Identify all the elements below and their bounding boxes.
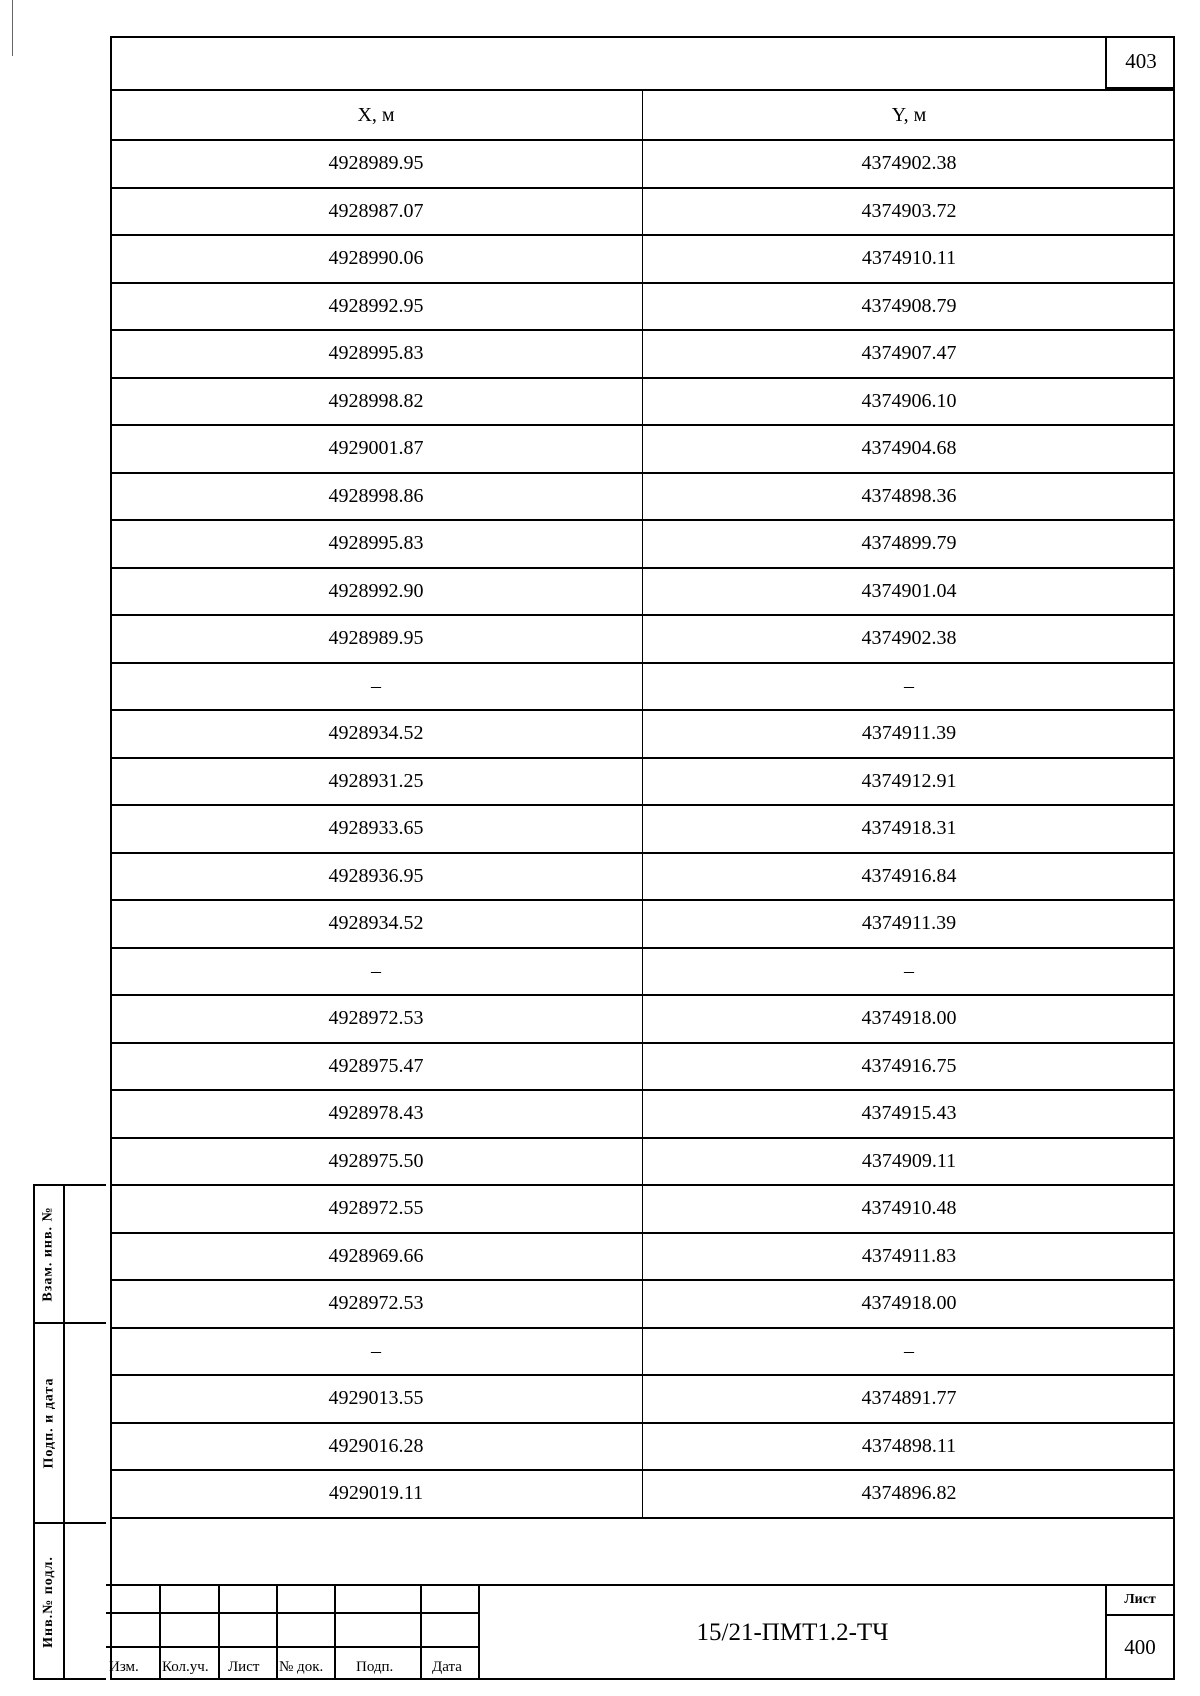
side-field-sign-date — [35, 1324, 106, 1524]
table-row — [110, 189, 1175, 237]
cell-x: 4928992.95 — [110, 284, 643, 330]
cell-y: 4374906.10 — [861, 389, 957, 412]
cell-x: 4928933.65 — [110, 806, 643, 852]
title-block — [106, 1584, 1175, 1680]
cell-x: 4928969.66 — [110, 1234, 643, 1280]
cell-x: 4928975.47 — [110, 1044, 643, 1090]
cell-y: 4374915.43 — [861, 1102, 957, 1125]
cell-x: 4928989.95 — [110, 141, 643, 187]
header-y: Y, м — [891, 103, 927, 126]
table-row — [110, 1471, 1175, 1519]
side-field-original-inv — [35, 1524, 106, 1680]
sheet-label: Лист — [1107, 1586, 1173, 1616]
table-row — [110, 949, 1175, 997]
cell-x: 4928992.90 — [110, 569, 643, 615]
cell-x: 4928934.52 — [110, 711, 643, 757]
table-row — [110, 1376, 1175, 1424]
table-row — [110, 1186, 1175, 1234]
cell-y: 4374912.91 — [861, 769, 957, 792]
coordinates-table — [110, 89, 1175, 1519]
cell-x: 4928972.53 — [110, 1281, 643, 1327]
cell-x: 4928987.07 — [110, 189, 643, 235]
table-row — [110, 236, 1175, 284]
table-row — [110, 664, 1175, 712]
cell-y: – — [904, 959, 914, 982]
cell-x: 4929019.11 — [110, 1471, 643, 1517]
cell-x: 4928975.50 — [110, 1139, 643, 1185]
cell-y: 4374918.00 — [861, 1292, 957, 1315]
table-row — [110, 426, 1175, 474]
table-row — [110, 996, 1175, 1044]
cell-y: 4374907.47 — [861, 342, 957, 365]
cell-y: – — [904, 674, 914, 697]
cell-y: 4374911.83 — [861, 1244, 957, 1267]
cell-x: 4928990.06 — [110, 236, 643, 282]
cell-y: 4374918.31 — [861, 817, 957, 840]
cell-x: 4928995.83 — [110, 521, 643, 567]
col-list — [220, 1586, 278, 1680]
label-izm: Изм. — [109, 1659, 139, 1675]
col-sign — [336, 1586, 422, 1680]
side-label: Инв.№ подл. — [41, 1556, 56, 1648]
cell-y: 4374918.00 — [861, 1007, 957, 1030]
sheet-box — [1105, 1586, 1173, 1680]
cell-x: 4929013.55 — [110, 1376, 643, 1422]
cell-x: 4928934.52 — [110, 901, 643, 947]
cell-y: 4374901.04 — [861, 579, 957, 602]
table-row — [110, 759, 1175, 807]
cell-y: 4374911.39 — [861, 722, 957, 745]
cell-y: 4374899.79 — [861, 532, 957, 555]
cell-x: 4928995.83 — [110, 331, 643, 377]
label-date: Дата — [432, 1659, 462, 1675]
cell-y: 4374903.72 — [861, 199, 957, 222]
cell-x: 4928936.95 — [110, 854, 643, 900]
page-number-top: 403 — [1105, 36, 1175, 89]
label-doc: № док. — [279, 1659, 324, 1675]
table-row — [110, 1091, 1175, 1139]
cell-x: – — [110, 949, 643, 995]
document-code: 15/21-ПМТ1.2-ТЧ — [696, 1619, 889, 1646]
col-doc — [278, 1586, 336, 1680]
label-sign: Подп. — [356, 1659, 394, 1675]
cell-x: 4928989.95 — [110, 616, 643, 662]
cell-y: 4374891.77 — [861, 1387, 957, 1410]
cell-y: 4374911.39 — [861, 912, 957, 935]
cell-y: 4374909.11 — [861, 1149, 957, 1172]
cell-x: – — [110, 664, 643, 710]
table-row — [110, 521, 1175, 569]
table-row — [110, 1139, 1175, 1187]
table-row — [110, 1234, 1175, 1282]
table-row — [110, 1329, 1175, 1377]
cell-x: 4928998.86 — [110, 474, 643, 520]
cell-x: 4928931.25 — [110, 759, 643, 805]
table-row — [110, 1424, 1175, 1472]
table-row — [110, 141, 1175, 189]
table-row — [110, 569, 1175, 617]
table-row — [110, 474, 1175, 522]
cell-y: – — [904, 1339, 914, 1362]
cell-x: 4928972.53 — [110, 996, 643, 1042]
side-label: Взам. инв. № — [41, 1206, 57, 1302]
cell-y: 4374898.11 — [861, 1434, 957, 1457]
col-izm — [106, 1586, 161, 1680]
cell-y: 4374908.79 — [861, 294, 957, 317]
table-row — [110, 1044, 1175, 1092]
cell-x: 4928972.55 — [110, 1186, 643, 1232]
table-row — [110, 854, 1175, 902]
table-row — [110, 331, 1175, 379]
cell-x: 4928998.82 — [110, 379, 643, 425]
label-kolvo: Кол.уч. — [162, 1659, 209, 1675]
cell-y: 4374910.11 — [861, 247, 957, 270]
cell-y: 4374902.38 — [861, 152, 957, 175]
cell-x: 4929001.87 — [110, 426, 643, 472]
cell-y: 4374916.75 — [861, 1054, 957, 1077]
cell-y: 4374902.38 — [861, 627, 957, 650]
col-kolvo — [161, 1586, 220, 1680]
table-row — [110, 379, 1175, 427]
cell-x: – — [110, 1329, 643, 1375]
cell-y: 4374916.84 — [861, 864, 957, 887]
sheet-number: 400 — [1124, 1634, 1156, 1659]
label-list: Лист — [228, 1659, 260, 1675]
table-row — [110, 284, 1175, 332]
table-row — [110, 711, 1175, 759]
table-row — [110, 901, 1175, 949]
header-x: X, м — [110, 91, 643, 139]
table-row — [110, 806, 1175, 854]
cell-y: 4374896.82 — [861, 1482, 957, 1505]
col-date — [422, 1586, 480, 1680]
cell-x: 4929016.28 — [110, 1424, 643, 1470]
cell-x: 4928978.43 — [110, 1091, 643, 1137]
cell-y: 4374904.68 — [861, 437, 957, 460]
side-label: Подп. и дата — [41, 1377, 56, 1469]
cell-y: 4374898.36 — [861, 484, 957, 507]
scan-edge-line — [12, 0, 13, 56]
table-header-row — [110, 91, 1175, 141]
side-stamp-strip — [33, 1184, 106, 1680]
cell-y: 4374910.48 — [861, 1197, 957, 1220]
table-row — [110, 1281, 1175, 1329]
side-field-replacement-inv — [35, 1186, 106, 1324]
table-row — [110, 616, 1175, 664]
